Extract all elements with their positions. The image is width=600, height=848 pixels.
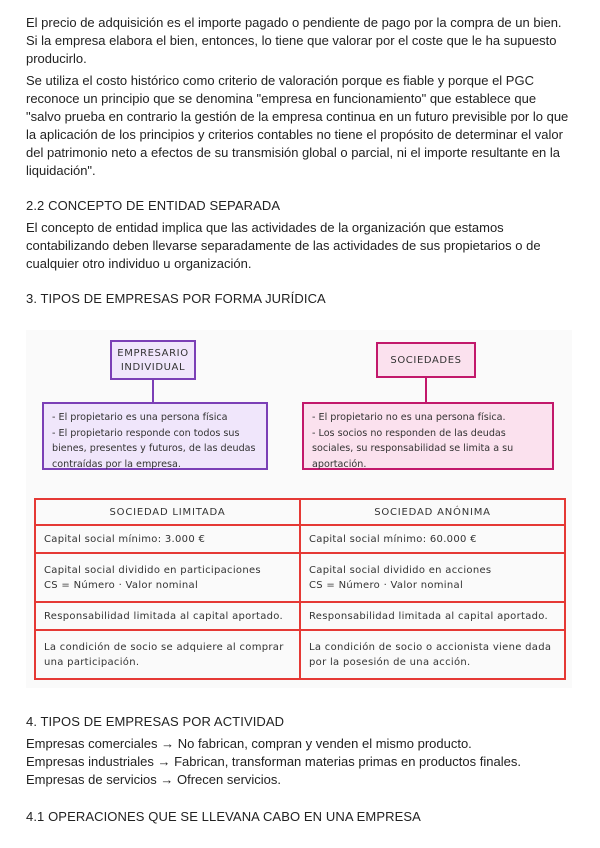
- header-sociedad-anonima: SOCIEDAD ANÓNIMA: [300, 499, 565, 525]
- empresario-individual-points: [42, 402, 268, 470]
- table-cell: La condición de socio se adquiere al comprar una participación.: [35, 630, 300, 679]
- sociedades-comparison-table: [34, 498, 566, 680]
- header-sociedad-limitada: SOCIEDAD LIMITADA: [35, 499, 300, 525]
- table-row: [35, 525, 565, 553]
- table-header-row: [35, 499, 565, 525]
- sociedades-point-2: - Los socios no responden de las deudas sociales, su responsabilidad se limita a su aportación.: [312, 427, 514, 470]
- section-3-heading: 3. TIPOS DE EMPRESAS POR FORMA JURÍDICA: [26, 291, 326, 306]
- sociedades-title: SOCIEDADES: [376, 342, 476, 378]
- intro-paragraph-1: El precio de adquisición es el importe pagado o pendiente de pago por la compra de un bien. Si la empresa elabora el bien, entonces, lo tiene que valorar por el coste que le ha supuesto producirlo.: [26, 15, 562, 66]
- section-4-heading: 4. TIPOS DE EMPRESAS POR ACTIVIDAD: [26, 714, 285, 729]
- table-cell: Capital social dividido en participaciones CS = Número · Valor nominal: [35, 553, 300, 602]
- connector-individual: [152, 380, 154, 402]
- individual-point-1: - El propietario es una persona física: [52, 412, 228, 423]
- table-cell: Capital social dividido en acciones CS = Número · Valor nominal: [300, 553, 565, 602]
- intro-paragraph-2: Se utiliza el costo histórico como criterio de valoración porque es fiable y porque el PGC reconoce un principio que se denomina "empresa en funcionamiento" que establece que "salvo prueba en contrario la gestión de la empresa continua en un futuro previsible por lo que la aplicación de los principios y criterios contables no tiene el propósito de determinar el valor del patrimonio neto a efectos de su transmisión global o parcial, ni el importe resultante en la liquidación".: [26, 73, 569, 178]
- activity-line-comerciales: Empresas comerciales → No fabrican, compran y venden el mismo producto.: [26, 736, 472, 751]
- table-cell: Responsabilidad limitada al capital aportado.: [300, 602, 565, 630]
- table-cell: Responsabilidad limitada al capital aportado.: [35, 602, 300, 630]
- section-2-2-text: El concepto de entidad implica que las actividades de la organización que estamos contabilizando deben llevarse separadamente de las actividades de sus propietarios o de cualquier otro individuo u organización.: [26, 220, 541, 271]
- section-4: [26, 714, 574, 824]
- table-row: [35, 630, 565, 679]
- table-cell: Capital social mínimo: 60.000 €: [300, 525, 565, 553]
- connector-sociedades: [425, 378, 427, 402]
- section-2-2-heading: 2.2 CONCEPTO DE ENTIDAD SEPARADA: [26, 198, 281, 213]
- table-cell: Capital social mínimo: 3.000 €: [35, 525, 300, 553]
- sociedades-point-1: - El propietario no es una persona física.: [312, 412, 506, 423]
- activity-line-industriales: Empresas industriales → Fabrican, transforman materias primas en productos finales.: [26, 754, 521, 769]
- table-row: [35, 553, 565, 602]
- legal-forms-figure: [26, 330, 572, 688]
- table-row: [35, 602, 565, 630]
- document-body: [26, 14, 574, 306]
- individual-point-2: - El propietario responde con todos sus bienes, presentes y futuros, de las deudas contraídas por la empresa.: [52, 427, 256, 470]
- empresario-individual-title: EMPRESARIO INDIVIDUAL: [110, 340, 196, 380]
- activity-line-servicios: Empresas de servicios → Ofrecen servicios.: [26, 772, 282, 787]
- section-4-1-heading: 4.1 OPERACIONES QUE SE LLEVANA CABO EN UNA EMPRESA: [26, 809, 421, 824]
- table-cell: La condición de socio o accionista viene dada por la posesión de una acción.: [300, 630, 565, 679]
- sociedades-points: [302, 402, 554, 470]
